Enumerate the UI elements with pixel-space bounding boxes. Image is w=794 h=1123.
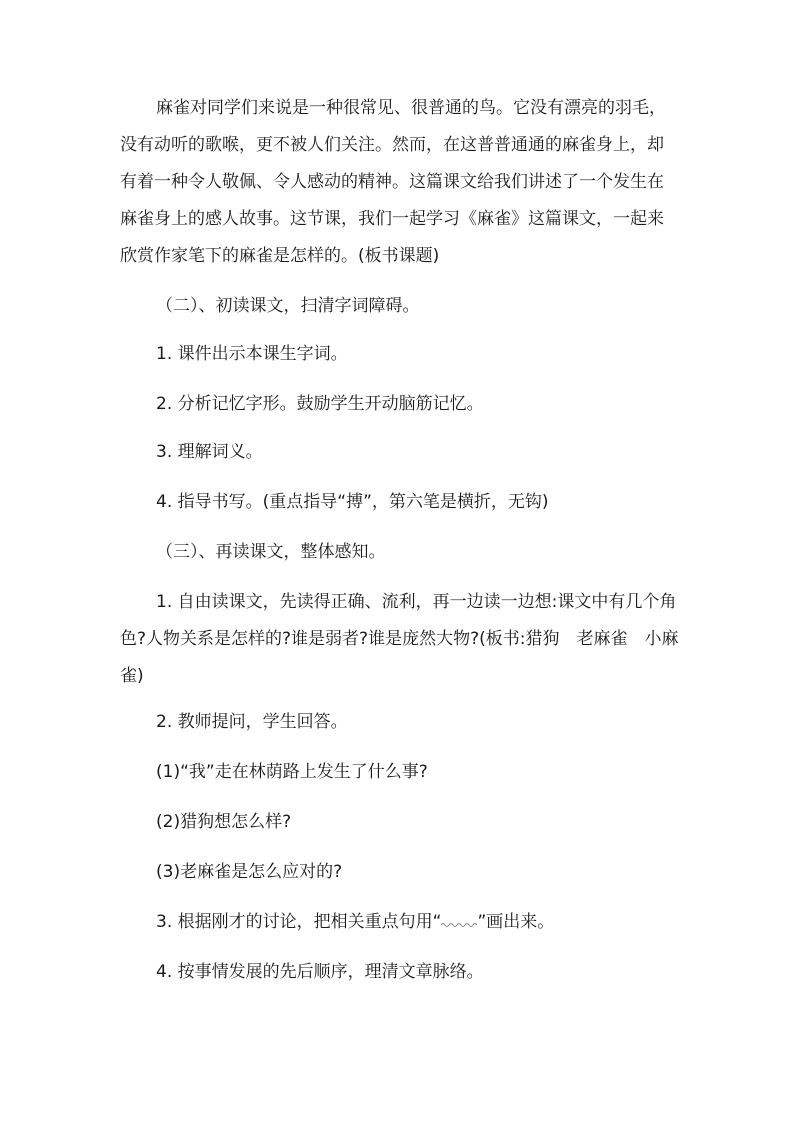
section-2-item-3: 3. 理解词义。	[156, 442, 263, 462]
intro-paragraph: 麻雀对同学们来说是一种很常见、很普通的鸟。它没有漂亮的羽毛，没有动听的歌喉，更不被人们关注。然而，在这普普通通的麻雀身上，却有着一种令人敬佩、令人感动的精神。这篇课文给我们讲述了一个发生在麻雀身上的感人故事。这节课，我们一起学习《麻雀》这篇课文，一起来欣赏作家笔下的麻雀是怎样的。(板书课题)	[120, 98, 666, 266]
section-2-heading: （二）、初读课文，扫清字词障碍。	[156, 296, 420, 316]
section-2-item-2: 2. 分析记忆字形。鼓励学生开动脑筋记忆。	[156, 394, 484, 414]
section-3-item-3	[156, 904, 554, 941]
section-3-item-4: 4. 按事情发展的先后顺序，理清文章脉络。	[156, 962, 484, 982]
section-3-item-2: 2. 教师提问，学生回答。	[156, 712, 348, 732]
wavy-underline-icon	[441, 919, 477, 929]
section-3-question-2: (2)猎狗想怎么样?	[156, 812, 292, 832]
item-3-text-before: 3. 根据刚才的讨论，把相关重点句用“	[156, 912, 442, 932]
section-3-item-1: 1. 自由读课文，先读得正确、流利，再一边读一边想:课文中有几个角色?人物关系是怎样的?谁是弱者?谁是庞然大物?(板书:猎狗 老麻雀 小麻雀)	[120, 592, 679, 686]
section-3-question-3: (3)老麻雀是怎么应对的?	[156, 862, 343, 882]
section-2-item-4: 4. 指导书写。(重点指导“搏”，第六笔是横折，无钩)	[156, 492, 549, 512]
section-2-item-1: 1. 课件出示本课生字词。	[156, 344, 348, 364]
section-3-question-1: (1)“我”走在林荫路上发生了什么事?	[156, 762, 428, 782]
item-3-text-after: ”画出来。	[477, 912, 555, 932]
section-3-heading: （三）、再读课文，整体感知。	[156, 542, 386, 562]
